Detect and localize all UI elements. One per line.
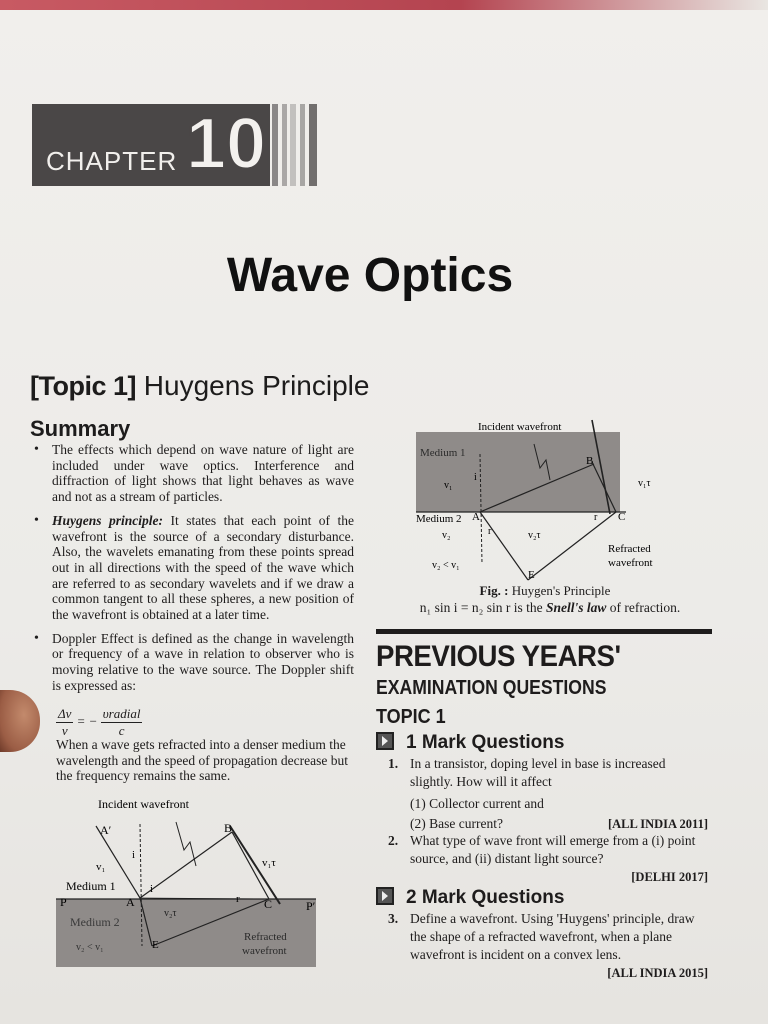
bullet-item — [34, 513, 354, 623]
refraction-note: When a wave gets refracted into a denser medium the wavelength and the speed of propagation decrease but the frequency remains the same. — [56, 737, 349, 784]
refracted-label-1: Refracted — [244, 931, 287, 943]
caption-label: Fig. : — [479, 583, 509, 598]
point-c-label: C — [264, 897, 273, 911]
bullet-text: It states that each point of the wavefront is the source of a secondary disturbance. Also, the wavelets emanating from these points spread out in all directions with the speed of the wave which are referred to as secondary wavelets and if we draw a common tangent to all these spheres, a new position of the wavefront is obtained at a later time. — [52, 512, 355, 623]
formula-lhs-num: Δν — [58, 706, 72, 721]
previous-years-topic: TOPIC 1 — [376, 706, 446, 728]
medium2-label: Medium 2 — [416, 513, 462, 525]
medium1-label: Medium 1 — [420, 447, 466, 459]
question-sub: (1) Collector current and — [410, 796, 544, 811]
point-e-label: E — [528, 569, 535, 581]
bullet-text: Doppler Effect is defined as the change in wavelength or frequency of a wave in relation to observer who is moving relative to the wave source. The Doppler shift is expressed as: — [52, 630, 354, 693]
refracted-label-1: Refracted — [608, 543, 651, 555]
two-mark-heading — [376, 887, 564, 909]
v1t-label: v₁τ — [262, 857, 276, 869]
refracted-label-2: wavefront — [242, 945, 287, 957]
play-box-icon — [376, 887, 394, 905]
point-p-label: P — [60, 895, 67, 909]
question-sub: (2) Base current? — [410, 816, 503, 831]
v2t-label: v₂τ — [164, 908, 177, 919]
huygens-figure-left — [56, 796, 316, 971]
banner-bar — [309, 104, 317, 186]
angle-i2-label: i — [150, 883, 154, 895]
bullet-item — [34, 631, 354, 694]
page-top-edge — [0, 0, 768, 10]
snell-post: of refraction. — [609, 600, 681, 615]
question-number: 2. — [388, 833, 399, 848]
huygens-figure-right — [416, 414, 678, 582]
angle-r-label: r — [488, 526, 492, 537]
question-source: [DELHI 2017] — [631, 870, 708, 884]
banner-bar — [300, 104, 305, 186]
previous-years-subtitle: EXAMINATION QUESTIONS — [376, 677, 607, 699]
play-box-icon — [376, 732, 394, 750]
medium2-label: Medium 2 — [70, 915, 120, 929]
question-item — [388, 832, 708, 886]
topic-heading — [30, 370, 369, 402]
figure-caption — [380, 583, 710, 599]
section-divider — [376, 629, 712, 634]
chapter-number: 10 — [186, 104, 267, 184]
topic-tag: [Topic 1] — [30, 371, 136, 401]
chapter-title: Wave Optics — [226, 249, 514, 302]
bullet-text: The effects which depend on wave nature of light are included under wave optics. Interference and diffraction of light shows that light behaves as wave and not as a stream of particles. — [52, 442, 354, 505]
point-a-label: A — [126, 895, 135, 909]
point-b-label: B — [586, 455, 594, 467]
caption-text: Huygen's Principle — [511, 583, 611, 598]
angle-r2-label: r — [594, 512, 598, 523]
formula-eq: = − — [76, 713, 98, 729]
formula-lhs-den: ν — [61, 723, 68, 738]
condition-label: v₂ < v₁ — [432, 560, 460, 571]
question-source: [ALL INDIA 2015] — [607, 966, 708, 980]
snell-law-line — [380, 600, 720, 616]
point-b-label: B — [224, 821, 233, 835]
previous-years-title: PREVIOUS YEARS' — [376, 640, 621, 673]
question-item — [388, 910, 708, 982]
snell-em: Snell's law — [545, 600, 607, 615]
incident-label: Incident wavefront — [98, 797, 189, 811]
question-text: Define a wavefront. Using 'Huygens' principle, draw the shape of a refracted wavefront, when a plane wavefront is incident on a convex lens. — [410, 911, 695, 962]
banner-bar — [272, 104, 278, 186]
snell-pre: n₁ sin i = n₂ sin r is the — [419, 600, 543, 615]
banner-bar — [290, 104, 296, 186]
question-item — [388, 755, 708, 833]
question-number: 3. — [388, 911, 399, 926]
bullet-item — [34, 442, 354, 505]
topic-name: Huygens Principle — [143, 370, 370, 401]
section-label: 2 Mark Questions — [406, 887, 565, 908]
angle-r-label: r — [236, 893, 240, 905]
medium1-label: Medium 1 — [66, 879, 116, 893]
medium1-region — [416, 432, 620, 512]
v1-label: v₁ — [444, 480, 453, 491]
summary-heading: Summary — [30, 416, 131, 441]
bullet-lead: Huygens principle: — [52, 512, 163, 528]
question-text: In a transistor, doping level in base is increased slightly. How will it affect — [410, 756, 666, 789]
summary-bullets — [34, 442, 354, 702]
point-e-label: E — [152, 939, 159, 951]
question-source: [ALL INDIA 2011] — [607, 817, 708, 831]
v1-label: v₁ — [96, 861, 106, 873]
v1t-label: v₁τ — [638, 478, 651, 489]
refracted-label-2: wavefront — [608, 557, 653, 569]
point-p-prime-label: P′ — [306, 899, 316, 913]
point-a-label: A — [472, 511, 480, 523]
angle-i-label: i — [132, 849, 136, 861]
banner-bar — [282, 104, 287, 186]
question-text: What type of wave front will emerge from a (i) point source, and (ii) distant light source? — [410, 833, 696, 866]
question-number: 1. — [388, 756, 399, 771]
v2-label: v₂ — [442, 530, 451, 541]
incident-label: Incident wavefront — [478, 421, 562, 433]
point-a-prime: A′ — [100, 823, 112, 837]
formula-rhs-den: c — [118, 723, 125, 738]
chapter-word: CHAPTER — [46, 146, 178, 176]
one-mark-heading — [376, 732, 564, 754]
v2t-label: v₂τ — [528, 530, 541, 541]
doppler-formula — [56, 706, 142, 739]
point-c-label: C — [618, 511, 626, 523]
condition-label: v₂ < v₁ — [76, 942, 104, 953]
section-label: 1 Mark Questions — [406, 732, 565, 753]
angle-i-label: i — [474, 472, 477, 483]
formula-rhs-num: υradial — [102, 706, 141, 721]
